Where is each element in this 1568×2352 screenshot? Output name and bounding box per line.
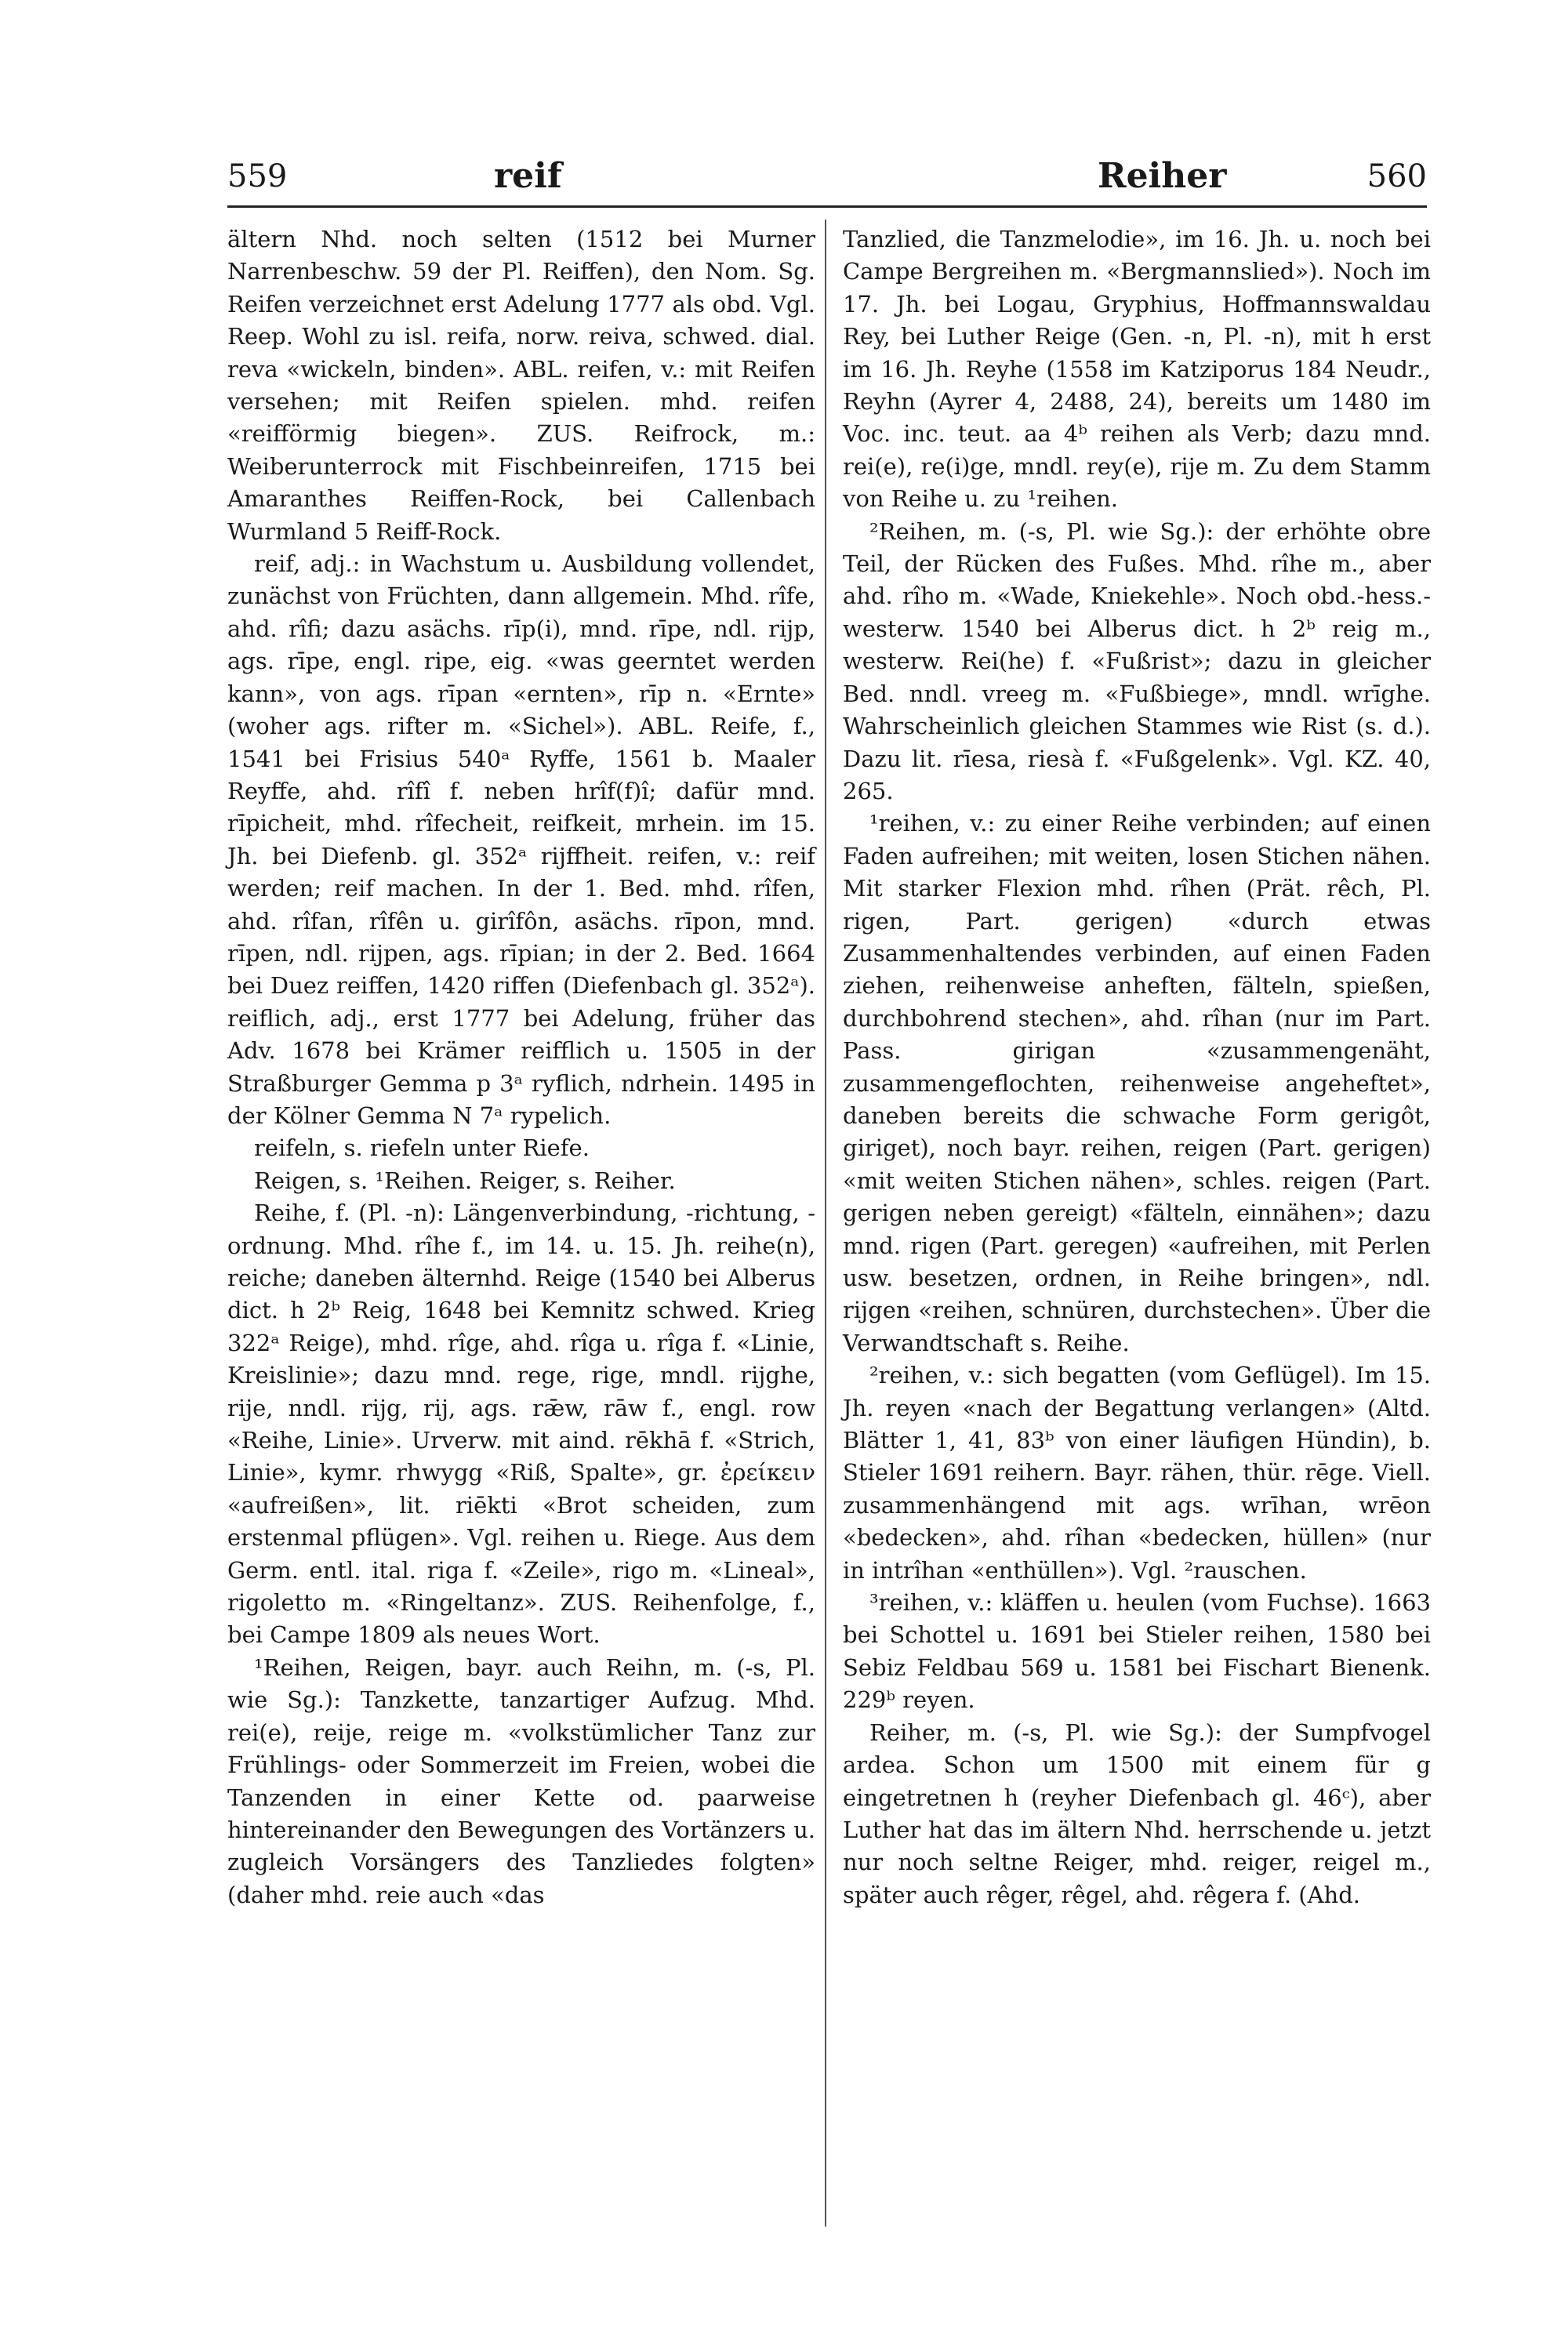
entry-paragraph: reif, adj.: in Wachstum u. Ausbildung vollendet, zunächst von Früchten, dann allgemein. Mhd. rîfe, ahd. rîfi; dazu asächs. rīp(i), mnd. rīpe, ndl. rijp, ags. rīpe, engl. ripe, eig. «was geerntet werden kann», von ags. rīpan «ernten», rīp n. «Ernte» (woher ags. rifter m. «Sichel»). ABL. Reife, f., 1541 bei Frisius 540ᵃ Ryffe, 1561 b. Maaler Reyffe, ahd. rîfî f. neben hrîf(f)î; dafür mnd. rīpicheit, mhd. rîfecheit, reifkeit, mrhein. im 15. Jh. bei Diefenb. gl. 352ᵃ rijffheit. reifen, v.: reif werden; reif machen. In der 1. Bed. mhd. rîfen, ahd. rîfan, rîfên u. girîfôn, asächs. rīpon, mnd. rīpen, ndl. rijpen, ags. rīpian; in der 2. Bed. 1664 bei Duez reiffen, 1420 riffen (Diefenbach gl. 352ᵃ). reiflich, adj., erst 1777 bei Adelung, früher das Adv. 1678 bei Krämer reifflich u. 1505 in der Straßburger Gemma p 3ᵃ ryflich, ndrhein. 1495 in der Kölner Gemma N 7ᵃ rypelich. (227, 550, 815, 1129)
entry-paragraph: ¹Reihen, Reigen, bayr. auch Reihn, m. (-s, Pl. wie Sg.): Tanzkette, tanzartiger Aufzug. Mhd. rei(e), reije, reige m. «volkstümlicher Tanz zur Frühlings- oder Sommerzeit im Freien, wobei die Tanzenden in einer Kette od. paarweise hintereinander den Bewegungen des Vortänzers u. zugleich Vorsängers des Tanzliedes folgten» (daher mhd. reie auch «das (227, 1653, 815, 1908)
entry-paragraph: ¹reihen, v.: zu einer Reihe verbinden; auf einen Faden aufreihen; mit weiten, losen Stichen nähen. Mit starker Flexion mhd. rîhen (Prät. rêch, Pl. rigen, Part. gerigen) «durch etwas Zusammenhaltendes verbinden, auf einen Faden ziehen, reihenweise anheften, fälteln, spießen, durchbohrend stechen», ahd. rîhan (nur im Part. Pass. girigan «zusammengenäht, zusammengeflochten, reihenweise angeheftet», daneben bereits die schwache Form gerigôt, giriget), noch bayr. reihen, reigen (Part. gerigen) «mit weiten Stichen nähen», schles. reigen (Part. gerigen neben gereigt) «fälteln, einnähen»; dazu mnd. rigen (Part. geregen) «aufreihen, mit Perlen usw. besetzen, ordnen, in Reihe bringen», ndl. rijgen «reihen, schnüren, durchstechen». Über die Verwandtschaft s. Reihe. (843, 810, 1431, 1356)
right-page-number: 560 (1367, 158, 1427, 194)
entry-paragraph: ältern Nhd. noch selten (1512 bei Murner Narrenbeschw. 59 der Pl. Reiffen), den Nom. Sg. Reifen verzeichnet erst Adelung 1777 als obd. Vgl. Reep. Wohl zu isl. reifa, norw. reiva, schwed. dial. reva «wickeln, binden». ABL. reifen, v.: mit Reifen versehen; mit Reifen spielen. mhd. reifen «reifförmig biegen». ZUS. Reifrock, m.: Weiberunterrock mit Fischbeinreifen, 1715 bei Amaranthes Reiffen-Rock, bei Callenbach Wurmland 5 Reiff-Rock. (227, 226, 815, 545)
right-running-head: Reiher (1098, 156, 1227, 196)
right-column (843, 223, 1431, 1911)
header-rule (227, 205, 1427, 208)
entry-paragraph: ²reihen, v.: sich begatten (vom Geflügel). Im 15. Jh. reyen «nach der Begattung verlangen» (Altd. Blätter 1, 41, 83ᵇ von einer läufigen Hündin), b. Stieler 1691 reihern. Bayr. rähen, thür. rēge. Viell. zusammenhängend mit ags. wrīhan, wrēon «bedecken», ahd. rîhan «bedecken, hüllen» (nur in intrîhan «enthüllen»). Vgl. ²rauschen. (843, 1362, 1431, 1584)
left-page-number: 559 (227, 158, 288, 194)
entry-paragraph: Reigen, s. ¹Reihen. Reiger, s. Reiher. (254, 1167, 676, 1194)
page-header (227, 153, 1427, 208)
entry-paragraph: Reiher, m. (-s, Pl. wie Sg.): der Sumpfvogel ardea. Schon um 1500 mit einem für g eingetretnen h (reyher Diefenbach gl. 46ᶜ), aber Luther hat das im ältern Nhd. herrschende u. jetzt nur noch seltne Reiger, mhd. reiger, reigel m., später auch rêger, rêgel, ahd. rêgera f. (Ahd. (843, 1719, 1431, 1908)
left-running-head: reif (494, 156, 562, 196)
entry-paragraph: ²Reihen, m. (-s, Pl. wie Sg.): der erhöhte obre Teil, der Rücken des Fußes. Mhd. rîhe m., aber ahd. rîho m. «Wade, Kniekehle». Noch obd.-hess.-westerw. 1540 bei Alberus dict. h 2ᵇ reig m., westerw. Rei(he) f. «Fußrist»; dazu in gleicher Bed. nndl. vreeg m. «Fußbiege», mndl. wrīghe. Wahrscheinlich gleichen Stammes wie Rist (s. d.). Dazu lit. rīesa, riesà f. «Fußgelenk». Vgl. KZ. 40, 265. (843, 517, 1431, 804)
entry-paragraph: Reihe, f. (Pl. -n): Längenverbindung, -richtung, -ordnung. Mhd. rîhe f., im 14. u. 15. Jh. reihe(n), reiche; daneben älternhd. Reige (1540 bei Alberus dict. h 2ᵇ Reig, 1648 bei Kemnitz schwed. Krieg 322ᵃ Reige), mhd. rîge, ahd. rîga u. rîga f. «Linie, Kreislinie»; dazu mnd. rege, rige, mndl. rijghe, rije, nndl. rijg, rij, ags. rǣw, rāw f., engl. row «Reihe, Linie». Urverw. mit aind. rēkhā f. «Strich, Linie», kymr. rhwygg «Riß, Spalte», gr. ἐρείκειν «aufreißen», lit. riēkti «Brot scheiden, zum erstenmal pflügen». Vgl. reihen u. Riege. Aus dem Germ. entl. ital. riga f. «Zeile», rigo m. «Lineal», rigoletto m. «Ringeltanz». ZUS. Reihenfolge, f., bei Campe 1809 als neues Wort. (227, 1200, 815, 1649)
column-divider (825, 220, 826, 2227)
entry-paragraph: Tanzlied, die Tanzmelodie», im 16. Jh. u. noch bei Campe Bergreihen m. «Bergmannslied»). Noch im 17. Jh. bei Logau, Gryphius, Hoffmannswaldau Rey, bei Luther Reige (Gen. -n, Pl. -n), mit h erst im 16. Jh. Reyhe (1558 im Katziporus 184 Neudr., Reyhn (Ayrer 4, 2488, 24), bereits um 1480 im Voc. inc. teut. aa 4ᵇ reihen als Verb; dazu mnd. rei(e), re(i)ge, mndl. rey(e), rije m. Zu dem Stamm von Reihe u. zu ¹reihen. (843, 226, 1431, 513)
entry-paragraph: ³reihen, v.: kläffen u. heulen (vom Fuchse). 1663 bei Schottel u. 1691 bei Stieler reihen, 1580 bei Sebiz Feldbau 569 u. 1581 bei Fischart Bienenk. 229ᵇ reyen. (843, 1589, 1431, 1714)
left-column (227, 223, 815, 1911)
entry-paragraph: reifeln, s. riefeln unter Riefe. (254, 1134, 590, 1162)
